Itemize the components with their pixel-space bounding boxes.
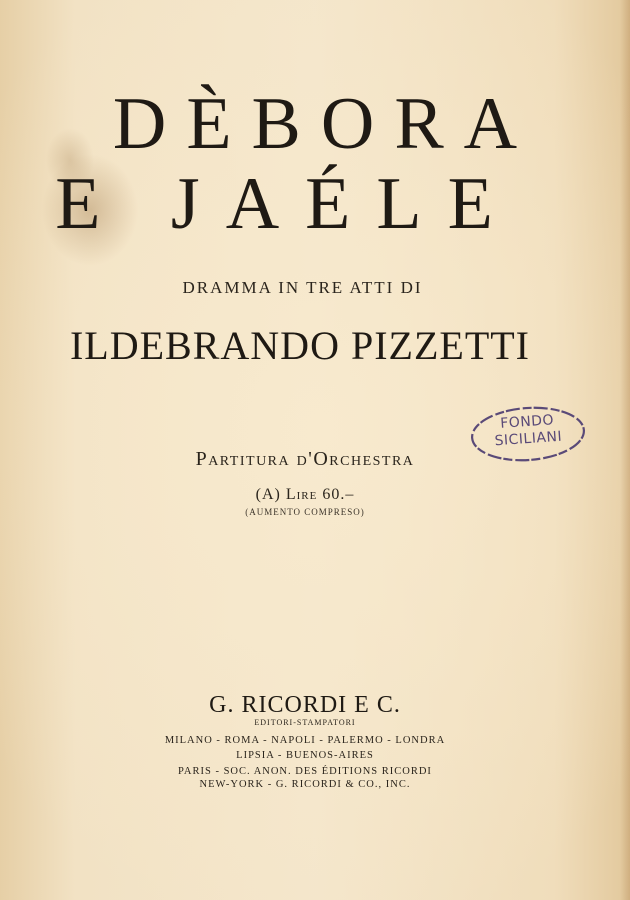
publisher-cities-line: PARIS - SOC. ANON. DES ÉDITIONS RICORDI: [178, 766, 432, 777]
publisher-cities-line: LIPSIA - BUENOS-AIRES: [236, 750, 374, 761]
edition-title: Partitura d'Orchestra: [195, 448, 415, 470]
composer-name: ILDEBRANDO PIZZETTI: [69, 323, 531, 368]
subtitle: DRAMMA IN TRE ATTI DI: [182, 278, 423, 297]
publisher-name: G. RICORDI E C.: [209, 692, 401, 718]
stamp-line-2: SICILIANI: [494, 428, 563, 450]
price: (A) Lire 60.–: [255, 486, 355, 503]
publisher-cities-line: MILANO - ROMA - NAPOLI - PALERMO - LONDRA: [164, 735, 446, 746]
publisher-role: EDITORI-STAMPATORI: [254, 718, 356, 727]
publisher-cities-line: NEW-YORK - G. RICORDI & CO., INC.: [199, 779, 411, 790]
price-note: (AUMENTO COMPRESO): [245, 507, 365, 517]
title-line-1: DÈBORA: [112, 83, 538, 165]
stamp-line-1: FONDO: [499, 412, 555, 432]
title-line-2: E JAÉLE: [55, 163, 519, 245]
